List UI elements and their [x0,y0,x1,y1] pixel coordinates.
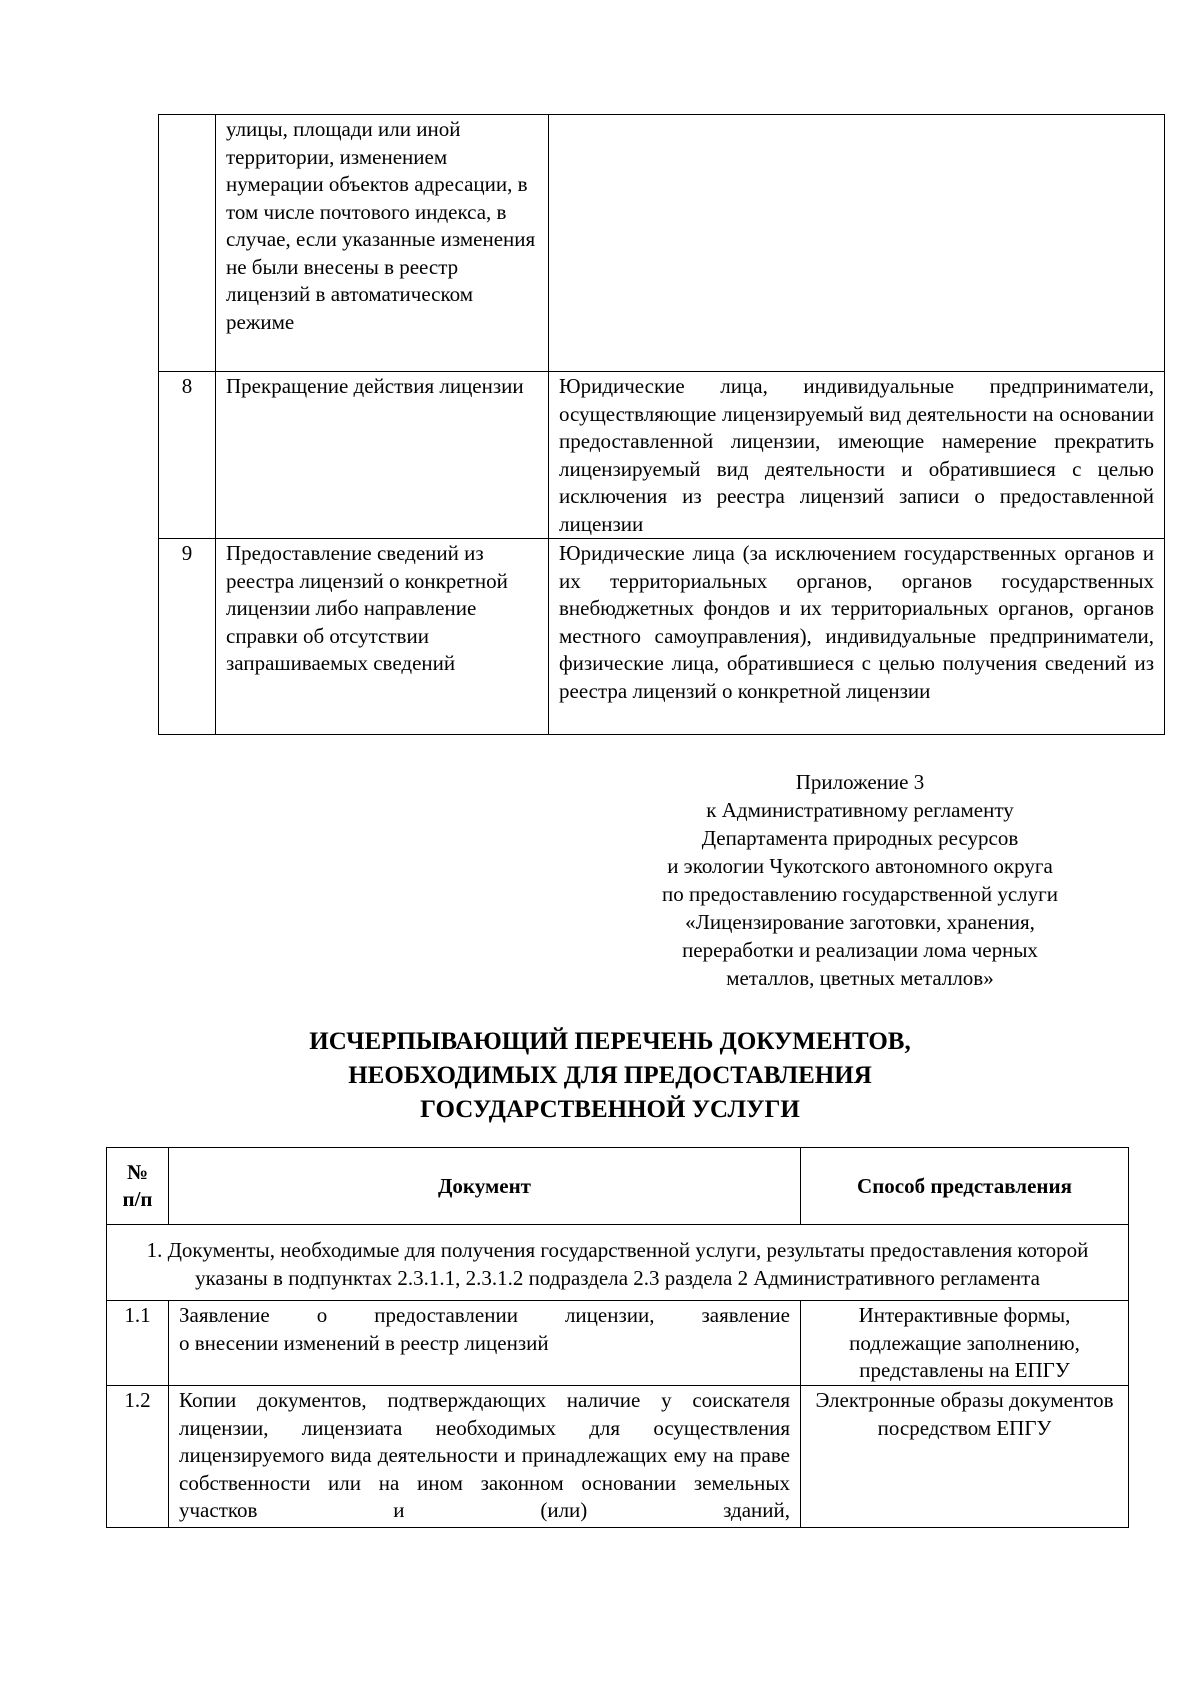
applicants-cell: Юридические лица (за исключением государственных органов и их территориальных органов, органов государственных внебюджетных фондов и их территориальных органов, органов местного самоуправления), индивидуальные предприниматели, физические лица, обратившиеся с целью получения сведений из реестра лицензий о конкретной лицензии [549,539,1165,735]
row-number: 9 [159,539,216,735]
table-row [107,1301,1129,1386]
applicants-cell: Юридические лица, индивидуальные предприниматели, осуществляющие лицензируемый вид деятельности на основании предоставленной лицензии, имеющие намерение прекратить лицензируемый вид деятельности и обратившиеся с целью исключения из реестра лицензий записи о предоставленной лицензии [549,372,1165,539]
title-line: ГОСУДАРСТВЕННОЙ УСЛУГИ [420,1096,800,1123]
section-row [107,1225,1129,1301]
appendix-line: Департамента природных ресурсов [701,826,1019,850]
title-line: ИСЧЕРПЫВАЮЩИЙ ПЕРЕЧЕНЬ ДОКУМЕНТОВ, [309,1028,911,1055]
header-method: Способ представления [801,1148,1129,1225]
method-cell: Интерактивные формы, подлежащие заполнению, представлены на ЕПГУ [801,1301,1129,1386]
table-header-row [107,1148,1129,1225]
service-name-cell: Предоставление сведений из реестра лицензий о конкретной лицензии либо направление справки об отсутствии запрашиваемых сведений [216,539,549,735]
appendix-line: по предоставлению государственной услуги [662,882,1058,906]
document-title [150,1025,1070,1127]
documents-table [106,1147,1129,1528]
row-number: 8 [159,372,216,539]
table-row [159,115,1165,372]
row-number: 1.1 [107,1301,169,1386]
appendix-line: металлов, цветных металлов» [726,966,994,990]
header-number [107,1148,169,1225]
table-row [159,539,1165,735]
method-cell: Электронные образы документов посредством ЕПГУ [801,1386,1129,1528]
header-document: Документ [169,1148,801,1225]
row-number: 1.2 [107,1386,169,1528]
table-row [107,1386,1129,1528]
appendix-note [600,768,1120,992]
header-number-symbol: № [126,1160,149,1184]
header-number-abbrev: п/п [122,1187,153,1211]
appendix-line: переработки и реализации лома черных [682,938,1038,962]
row-number [159,115,216,372]
document-cell: Копии документов, подтверждающих наличие у соискателя лицензии, лицензиата необходимых для осуществления лицензируемого вида деятельности и принадлежащих ему на праве собственности или на ином законном основании земельных участков и (или) зданий, [169,1386,801,1528]
service-name-cell: Прекращение действия лицензии [216,372,549,539]
title-line: НЕОБХОДИМЫХ ДЛЯ ПРЕДОСТАВЛЕНИЯ [348,1062,872,1089]
appendix-line: к Административному регламенту [706,798,1014,822]
section-heading: 1. Документы, необходимые для получения государственной услуги, результаты предоставления которой указаны в подпунктах 2.3.1.1, 2.3.1.2 подраздела 2.3 раздела 2 Административного регламента [107,1225,1129,1301]
appendix-line: Приложение 3 [795,770,925,794]
table-row [159,372,1165,539]
services-table-continuation [158,114,1165,735]
service-name-cell: улицы, площади или иной территории, изменением нумерации объектов адресации, в том числе почтового индекса, в случае, если указанные изменения не были внесены в реестр лицензий в автоматическом режиме [216,115,549,372]
document-cell [169,1301,801,1386]
appendix-line: и экологии Чукотского автономного округа [667,854,1053,878]
appendix-line: «Лицензирование заготовки, хранения, [685,910,1035,934]
applicants-cell [549,115,1165,372]
document-text-last-line: о внесении изменений в реестр лицензий [179,1330,549,1355]
document-text: Заявление о предоставлении лицензии, заявление [179,1303,790,1327]
